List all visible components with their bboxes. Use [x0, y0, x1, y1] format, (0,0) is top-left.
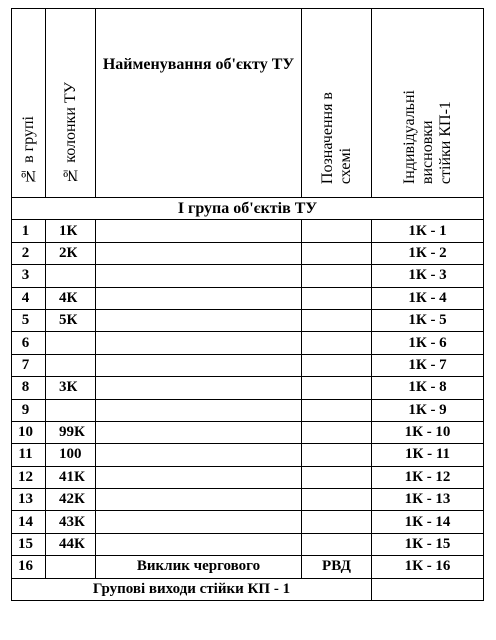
- row-group-number: 10: [12, 421, 46, 443]
- row-object-name: [96, 399, 302, 421]
- header-outputs-label: Індивідуальні висновки стійки КП-1: [400, 89, 454, 184]
- row-output: 1К - 8: [372, 377, 484, 399]
- row-group-number: 11: [12, 444, 46, 466]
- row-group-number: 15: [12, 533, 46, 555]
- row-designation: [302, 399, 372, 421]
- row-group-number: 5: [12, 309, 46, 331]
- row-output: 1К - 9: [372, 399, 484, 421]
- row-output: 1К - 13: [372, 489, 484, 511]
- row-object-name: [96, 489, 302, 511]
- row-column-number: 100: [46, 444, 96, 466]
- row-designation: [302, 533, 372, 555]
- table-row: [12, 309, 484, 331]
- header-column-number-label: № колонки ТУ: [61, 82, 79, 184]
- header-column-number: [46, 9, 96, 198]
- row-object-name: [96, 265, 302, 287]
- row-group-number: 6: [12, 332, 46, 354]
- table-row: [12, 265, 484, 287]
- group-outputs-value: [372, 578, 484, 600]
- row-object-name: Виклик чергового: [96, 556, 302, 578]
- row-object-name: [96, 377, 302, 399]
- row-column-number: 41К: [46, 466, 96, 488]
- row-group-number: 3: [12, 265, 46, 287]
- row-object-name: [96, 309, 302, 331]
- group-title-row: [12, 198, 484, 220]
- row-group-number: 14: [12, 511, 46, 533]
- row-column-number: [46, 354, 96, 376]
- row-designation: [302, 377, 372, 399]
- row-group-number: 4: [12, 287, 46, 309]
- objects-table: [11, 8, 484, 601]
- group-outputs-label: Групові виходи стійки КП - 1: [12, 578, 372, 600]
- table-row: [12, 399, 484, 421]
- table-row: [12, 533, 484, 555]
- row-column-number: 44К: [46, 533, 96, 555]
- row-output: 1К - 7: [372, 354, 484, 376]
- footer-row: [12, 578, 484, 600]
- header-outputs: [372, 9, 484, 198]
- table-row: [12, 354, 484, 376]
- row-output: 1К - 12: [372, 466, 484, 488]
- row-output: 1К - 2: [372, 242, 484, 264]
- row-designation: [302, 489, 372, 511]
- row-object-name: [96, 287, 302, 309]
- row-object-name: [96, 332, 302, 354]
- table-row: [12, 556, 484, 578]
- row-object-name: [96, 242, 302, 264]
- header-group-number-label: № в групі: [19, 116, 37, 184]
- row-group-number: 1: [12, 220, 46, 242]
- row-designation: [302, 265, 372, 287]
- row-designation: [302, 421, 372, 443]
- row-column-number: [46, 399, 96, 421]
- row-output: 1К - 11: [372, 444, 484, 466]
- row-group-number: 2: [12, 242, 46, 264]
- row-column-number: 1К: [46, 220, 96, 242]
- header-designation-label: Позначення в схемі: [318, 91, 354, 184]
- row-group-number: 9: [12, 399, 46, 421]
- row-designation: [302, 242, 372, 264]
- header-group-number: [12, 9, 46, 198]
- table-row: [12, 332, 484, 354]
- table-row: [12, 421, 484, 443]
- row-column-number: 4К: [46, 287, 96, 309]
- row-output: 1К - 10: [372, 421, 484, 443]
- row-column-number: [46, 332, 96, 354]
- row-designation: [302, 287, 372, 309]
- row-designation: [302, 511, 372, 533]
- table-row: [12, 377, 484, 399]
- row-output: 1К - 6: [372, 332, 484, 354]
- row-group-number: 8: [12, 377, 46, 399]
- row-column-number: 43К: [46, 511, 96, 533]
- row-column-number: [46, 265, 96, 287]
- row-object-name: [96, 511, 302, 533]
- row-column-number: 3К: [46, 377, 96, 399]
- row-object-name: [96, 421, 302, 443]
- row-output: 1К - 14: [372, 511, 484, 533]
- row-designation: [302, 332, 372, 354]
- row-output: 1К - 16: [372, 556, 484, 578]
- row-group-number: 16: [12, 556, 46, 578]
- table-row: [12, 466, 484, 488]
- row-output: 1К - 3: [372, 265, 484, 287]
- row-column-number: 42К: [46, 489, 96, 511]
- table-header-row: [12, 9, 484, 198]
- row-designation: [302, 309, 372, 331]
- row-object-name: [96, 466, 302, 488]
- row-designation: [302, 220, 372, 242]
- row-output: 1К - 4: [372, 287, 484, 309]
- row-object-name: [96, 533, 302, 555]
- row-object-name: [96, 354, 302, 376]
- table-row: [12, 220, 484, 242]
- group-title: І група об'єктів ТУ: [12, 198, 484, 220]
- header-object-name: Найменування об'єкту ТУ: [96, 9, 302, 198]
- table-row: [12, 511, 484, 533]
- row-designation: [302, 444, 372, 466]
- table-row: [12, 242, 484, 264]
- row-output: 1К - 5: [372, 309, 484, 331]
- row-group-number: 13: [12, 489, 46, 511]
- table-row: [12, 444, 484, 466]
- row-designation: [302, 354, 372, 376]
- table-row: [12, 287, 484, 309]
- row-object-name: [96, 220, 302, 242]
- row-designation: РВД: [302, 556, 372, 578]
- row-output: 1К - 1: [372, 220, 484, 242]
- row-output: 1К - 15: [372, 533, 484, 555]
- row-column-number: 5К: [46, 309, 96, 331]
- row-group-number: 7: [12, 354, 46, 376]
- row-designation: [302, 466, 372, 488]
- row-group-number: 12: [12, 466, 46, 488]
- row-object-name: [96, 444, 302, 466]
- row-column-number: [46, 556, 96, 578]
- row-column-number: 2К: [46, 242, 96, 264]
- table-row: [12, 489, 484, 511]
- row-column-number: 99К: [46, 421, 96, 443]
- header-designation: [302, 9, 372, 198]
